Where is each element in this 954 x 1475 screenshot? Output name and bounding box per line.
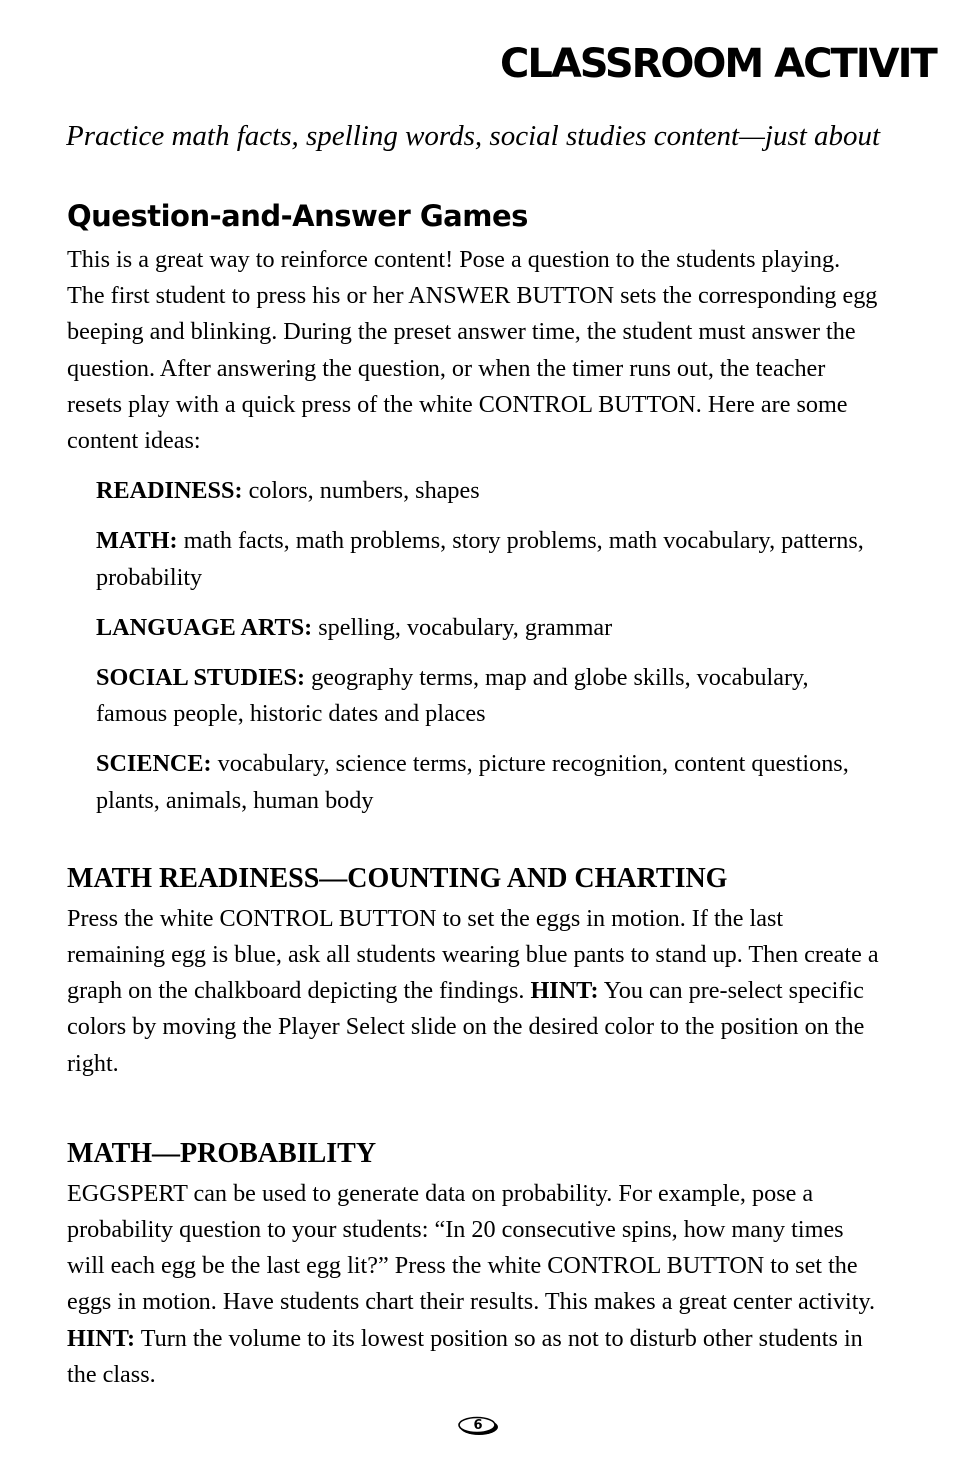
idea-label: SOCIAL STUDIES: [96,664,306,692]
idea-text: spelling, vocabulary, grammar [318,613,613,641]
counting-charting-section [67,859,882,1082]
probability-section [67,1134,882,1393]
body-text: Press the white CONTROL BUTTON to set the eggs in motion. If the last remaining egg is blue, ask all students wearing blue pants to stand up. Then create a graph on the chalkboard depicting the findings. [67,904,879,1005]
idea-text: math facts, math problems, story problems, math vocabulary, patterns, probability [96,527,864,591]
idea-label: SCIENCE: [96,750,212,778]
body-text: EGGSPERT can be used to generate data on probability. For example, pose a probability question to your students: “In 20 consecutive spins, how many times will each egg be the last egg lit?” Press the white CONTROL BUTTON to set the eggs in motion. Have students chart their results. This makes a great center activity. [67,1179,876,1316]
hint-text: You can pre-select specific colors by moving the Player Select slide on the desired color to the position on the right. [67,977,865,1077]
hint-label: HINT: [530,977,599,1005]
hint-text: Turn the volume to its lowest position so as not to disturb other students in the class. [67,1324,863,1388]
hint-label: HINT: [67,1324,136,1352]
qa-games-heading: Question-and-Answer Games [67,199,528,233]
idea-text: colors, numbers, shapes [248,477,480,505]
idea-item-language-arts [96,610,882,646]
qa-games-section [67,194,882,819]
section-spacer [67,1082,882,1134]
page-number-badge [456,1415,500,1437]
idea-item-social-studies [96,660,882,732]
idea-text: geography terms, map and globe skills, vocabulary, famous people, historic dates and places [96,664,809,728]
qa-games-body: This is a great way to reinforce content! Pose a question to the students playing. The first student to press his or her ANSWER BUTTON sets the corresponding egg beeping and blinking. During the preset answer time, the student must answer the question. After answering the question, or when the timer runs out, the teacher resets play with a quick press of the white CONTROL BUTTON. Here are some content ideas: [67,246,878,455]
idea-item-science [96,746,882,818]
probability-body [67,1176,882,1393]
page-number: 6 [473,1418,483,1433]
idea-label: MATH: [96,527,178,555]
counting-charting-body [67,901,882,1082]
counting-charting-heading: MATH READINESS—COUNTING AND CHARTING [67,862,728,894]
idea-text: vocabulary, science terms, picture recognition, content questions, plants, animals, human body [96,750,849,814]
probability-heading: MATH—PROBABILITY [67,1137,377,1169]
idea-item-readiness [96,473,882,509]
section-spacer [67,819,882,859]
idea-label: READINESS: [96,477,243,505]
idea-item-math [96,523,882,595]
page-header-title: CLASSROOM ACTIVIT [500,41,936,87]
intro-tagline: Practice math facts, spelling words, social studies content—just about [66,120,881,152]
content-ideas-list [67,473,882,819]
idea-label: LANGUAGE ARTS: [96,613,313,641]
main-content [67,194,882,1393]
